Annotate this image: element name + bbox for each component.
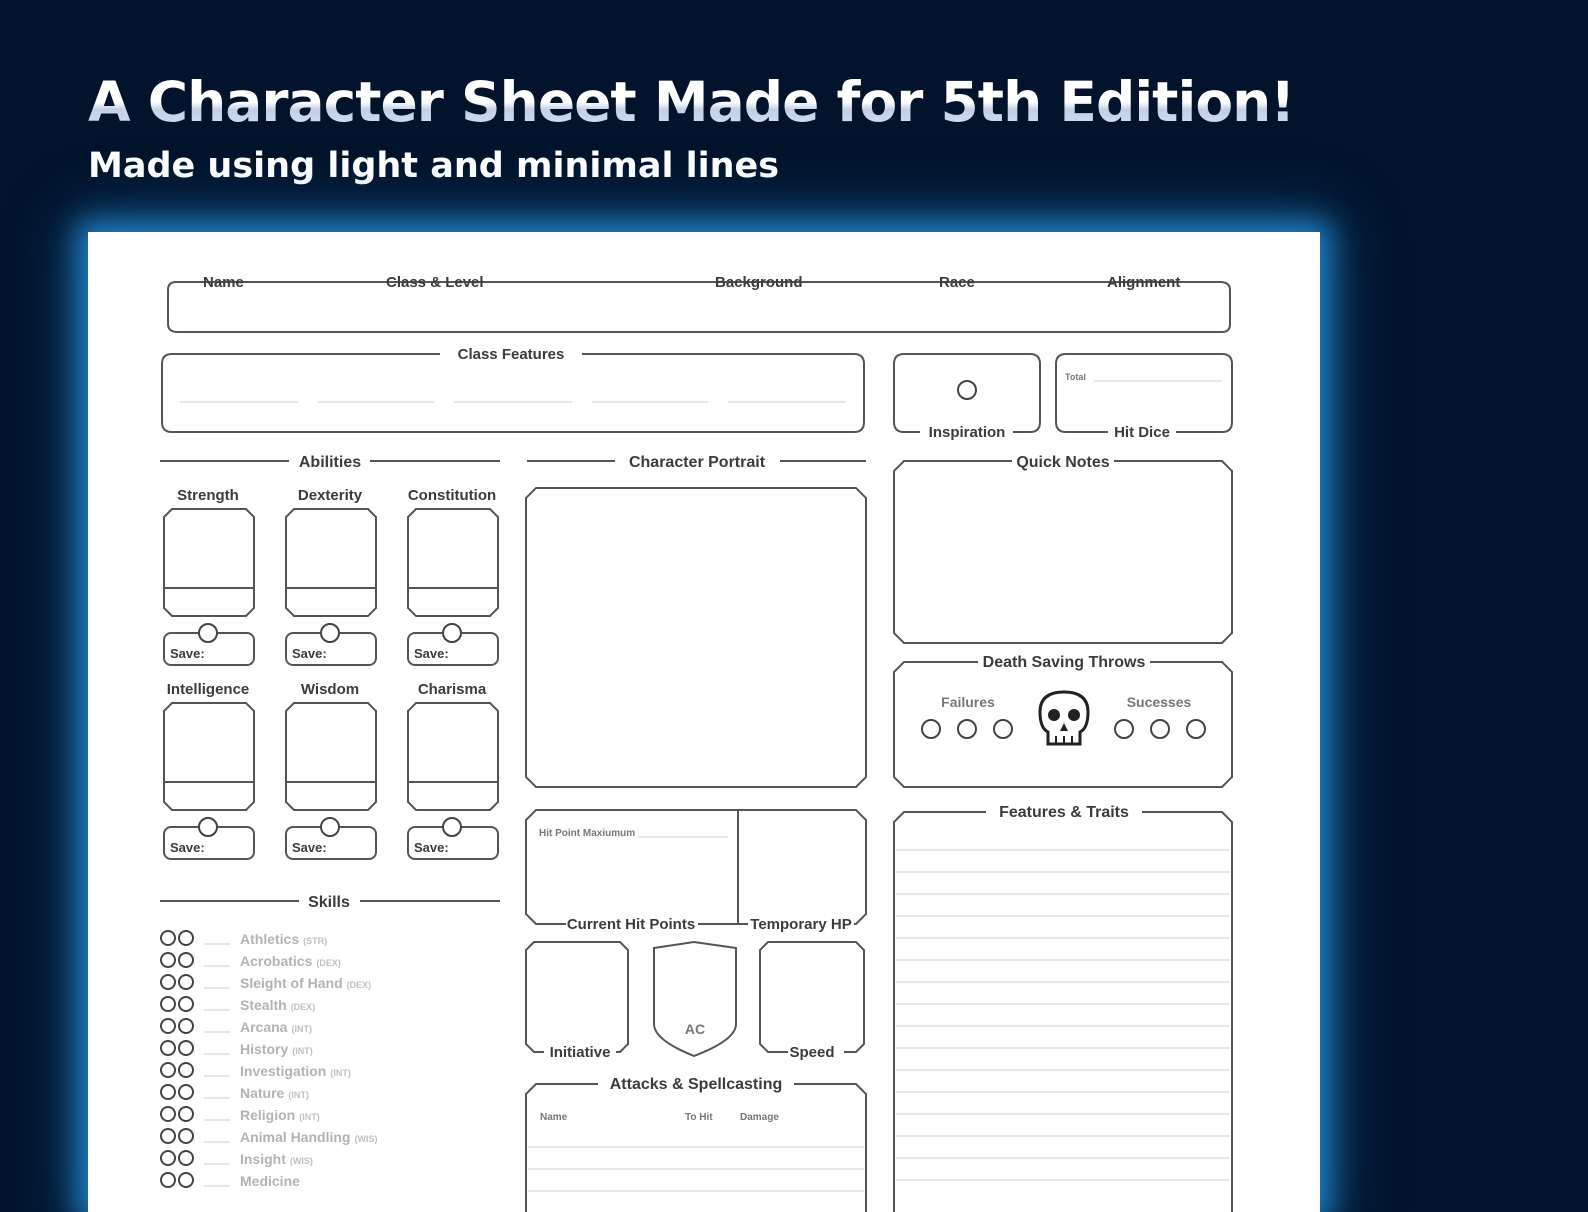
inspiration-circle[interactable] — [958, 381, 976, 399]
ability-label-intelligence: Intelligence — [166, 681, 250, 698]
skill-ability: (DEX) — [290, 1002, 316, 1012]
skill-ability: (INT) — [291, 1024, 312, 1034]
ac-label: AC — [684, 1021, 706, 1037]
success-circle[interactable] — [1187, 720, 1205, 738]
skill-expertise-circle[interactable] — [179, 1063, 193, 1077]
skill-expertise-circle[interactable] — [179, 975, 193, 989]
skill-name: History (INT) — [240, 1041, 313, 1057]
skill-row[interactable] — [161, 997, 315, 1013]
skills-list — [161, 931, 377, 1189]
ability-label-dexterity: Dexterity — [297, 487, 363, 504]
attack-col-name: Name — [540, 1112, 568, 1123]
skill-name: Investigation (INT) — [240, 1063, 351, 1079]
sheet-canvas — [88, 232, 1320, 1212]
skill-proficiency-circle[interactable] — [161, 997, 175, 1011]
skills-label: Skills — [308, 894, 350, 911]
failure-circle[interactable] — [994, 720, 1012, 738]
skill-row[interactable] — [161, 931, 327, 947]
skill-ability: (INT) — [288, 1090, 309, 1100]
initiative-label: Initiative — [549, 1044, 611, 1061]
skill-row[interactable] — [161, 1063, 351, 1079]
abilities-label: Abilities — [298, 454, 362, 471]
skill-proficiency-circle[interactable] — [161, 1107, 175, 1121]
successes-label: Sucesses — [1126, 694, 1192, 710]
skill-proficiency-circle[interactable] — [161, 1085, 175, 1099]
skill-expertise-circle[interactable] — [179, 1085, 193, 1099]
character-sheet — [88, 232, 1320, 1212]
save-label-intelligence: Save: — [170, 840, 205, 855]
skill-row[interactable] — [161, 1041, 313, 1057]
skill-proficiency-circle[interactable] — [161, 1041, 175, 1055]
skill-proficiency-circle[interactable] — [161, 1063, 175, 1077]
header-label-name: Name — [203, 274, 244, 291]
death-saves-label: Death Saving Throws — [982, 654, 1146, 671]
skill-name: Medicine — [240, 1173, 300, 1189]
features-traits-label: Features & Traits — [999, 804, 1129, 821]
skill-proficiency-circle[interactable] — [161, 931, 175, 945]
failures-label: Failures — [941, 694, 995, 710]
skill-expertise-circle[interactable] — [179, 997, 193, 1011]
skill-proficiency-circle[interactable] — [161, 975, 175, 989]
skill-ability: (DEX) — [316, 958, 341, 968]
ability-dexterity[interactable] — [286, 487, 376, 665]
skill-expertise-circle[interactable] — [179, 1041, 193, 1055]
skill-proficiency-circle[interactable] — [161, 1129, 175, 1143]
attacks-label: Attacks & Spellcasting — [609, 1076, 783, 1093]
features-traits-box[interactable] — [894, 804, 1232, 1212]
skill-row[interactable] — [161, 975, 371, 991]
header-bar[interactable] — [168, 274, 1230, 332]
hit-dice-total-label: Total — [1065, 372, 1086, 382]
header-label-race: Race — [939, 274, 975, 291]
skill-name: Athletics (STR) — [240, 931, 328, 947]
skill-ability: (INT) — [292, 1046, 313, 1056]
hero-title: A Character Sheet Made for 5th Edition! — [88, 70, 1295, 134]
skill-proficiency-circle[interactable] — [161, 1151, 175, 1165]
hit-dice-label: Hit Dice — [1114, 424, 1170, 441]
ability-label-strength: Strength — [177, 487, 239, 504]
skill-ability: (STR) — [303, 936, 328, 946]
quick-notes-label: Quick Notes — [1016, 454, 1110, 471]
attacks-spellcasting-box[interactable] — [526, 1076, 866, 1212]
skill-name: Nature (INT) — [240, 1085, 309, 1101]
failure-circle[interactable] — [922, 720, 940, 738]
skull-icon — [1040, 692, 1088, 744]
character-portrait-section[interactable] — [526, 454, 866, 787]
skill-row[interactable] — [161, 953, 341, 969]
save-label-constitution: Save: — [414, 646, 449, 661]
header-label-background: Background — [715, 274, 803, 291]
skill-proficiency-circle[interactable] — [161, 1019, 175, 1033]
hero-subtitle: Made using light and minimal lines — [88, 146, 780, 186]
attack-col-damage: Damage — [740, 1112, 779, 1123]
class-features-box[interactable] — [162, 346, 864, 432]
save-label-strength: Save: — [170, 646, 205, 661]
portrait-frame[interactable] — [526, 488, 866, 787]
ability-charisma[interactable] — [408, 681, 498, 859]
ability-wisdom[interactable] — [286, 681, 376, 859]
skill-ability: (INT) — [299, 1112, 320, 1122]
inspiration-box[interactable] — [894, 354, 1040, 441]
inspiration-label: Inspiration — [928, 424, 1006, 441]
header-label-alignment: Alignment — [1107, 274, 1181, 291]
skill-expertise-circle[interactable] — [179, 1019, 193, 1033]
temporary-hp-label: Temporary HP — [750, 916, 852, 933]
ability-label-wisdom: Wisdom — [300, 681, 360, 698]
skill-row[interactable] — [161, 1107, 320, 1123]
skill-ability: (DEX) — [346, 980, 372, 990]
hit-points-box[interactable] — [526, 810, 866, 933]
success-circle[interactable] — [1151, 720, 1169, 738]
skill-row[interactable] — [161, 1129, 377, 1145]
failure-circle[interactable] — [958, 720, 976, 738]
current-hp-label: Current Hit Points — [566, 916, 696, 933]
skill-expertise-circle[interactable] — [179, 1173, 193, 1187]
skill-expertise-circle[interactable] — [179, 1107, 193, 1121]
skill-expertise-circle[interactable] — [179, 1129, 193, 1143]
skill-row[interactable] — [161, 1085, 309, 1101]
speed-box[interactable] — [760, 942, 864, 1061]
initiative-box[interactable] — [526, 942, 628, 1061]
abilities-section — [160, 454, 500, 471]
ability-label-charisma: Charisma — [417, 681, 487, 698]
hit-dice-box[interactable] — [1056, 354, 1232, 441]
ability-constitution[interactable] — [408, 487, 498, 665]
armor-class-shield[interactable] — [654, 942, 736, 1056]
skill-name: Sleight of Hand (DEX) — [240, 975, 372, 991]
class-features-label: Class Features — [457, 346, 565, 363]
character-portrait-label: Character Portrait — [628, 454, 766, 471]
quick-notes-box[interactable] — [894, 454, 1232, 643]
skill-ability: (WIS) — [354, 1134, 378, 1144]
features-lines — [896, 850, 1230, 1180]
ability-intelligence[interactable] — [164, 681, 254, 859]
skill-row[interactable] — [161, 1151, 313, 1167]
skill-ability: (INT) — [330, 1068, 351, 1078]
skill-name: Animal Handling (WIS) — [240, 1129, 378, 1145]
attack-col-to-hit: To Hit — [685, 1112, 713, 1123]
save-label-charisma: Save: — [414, 840, 449, 855]
ability-label-constitution: Constitution — [407, 487, 497, 504]
death-saves-box[interactable] — [894, 654, 1232, 787]
skill-row[interactable] — [161, 1019, 312, 1035]
skill-row[interactable] — [161, 1173, 300, 1189]
skill-name: Arcana (INT) — [240, 1019, 312, 1035]
skill-name: Religion (INT) — [240, 1107, 320, 1123]
save-label-wisdom: Save: — [292, 840, 327, 855]
skills-section — [160, 894, 500, 911]
hp-max-label: Hit Point Maxiumum — [539, 828, 636, 839]
save-label-dexterity: Save: — [292, 646, 327, 661]
ability-strength[interactable] — [164, 487, 254, 665]
header-label-class-level: Class & Level — [386, 274, 484, 291]
skill-proficiency-circle[interactable] — [161, 1173, 175, 1187]
skill-proficiency-circle[interactable] — [161, 953, 175, 967]
skill-name: Stealth (DEX) — [240, 997, 316, 1013]
speed-label: Speed — [789, 1044, 835, 1061]
skill-expertise-circle[interactable] — [179, 1151, 193, 1165]
skill-ability: (WIS) — [289, 1156, 313, 1166]
success-circle[interactable] — [1115, 720, 1133, 738]
skill-expertise-circle[interactable] — [179, 953, 193, 967]
skill-expertise-circle[interactable] — [179, 931, 193, 945]
skill-name: Insight (WIS) — [240, 1151, 313, 1167]
skill-name: Acrobatics (DEX) — [240, 953, 341, 969]
